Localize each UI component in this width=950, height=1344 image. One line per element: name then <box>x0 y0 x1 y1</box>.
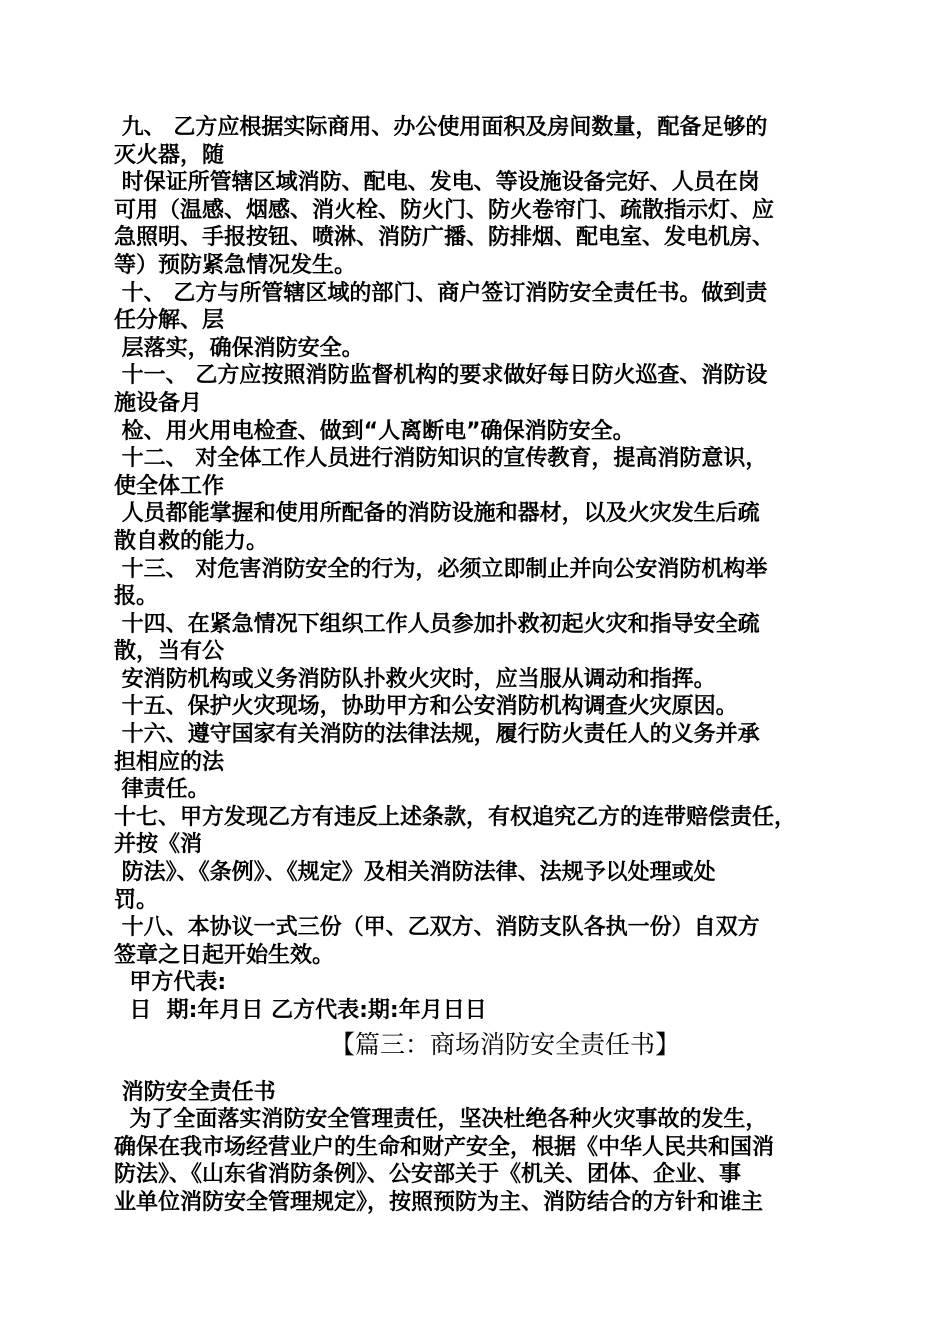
text-line: 十六、遵守国家有关消防的法律法规，履行防火责任人的义务并承 <box>114 722 760 748</box>
text-line: 甲方代表: <box>114 970 227 996</box>
section-heading: 【篇三：商场消防安全责任书】 <box>329 1029 680 1059</box>
text-line: 十一、 乙方应按照消防监督机构的要求做好每日防火巡查、消防设 <box>114 363 768 389</box>
document-body <box>114 114 844 1217</box>
text-line: 等）预防紧急情况发生。 <box>114 252 357 278</box>
text-line: 十七、甲方发现乙方有违反上述条款，有权追究乙方的连带赔偿责任， <box>114 804 797 830</box>
text-line: 十、 乙方与所管辖区域的部门、商户签订消防安全责任书。做到责 <box>114 280 768 306</box>
text-line: 十三、 对危害消防安全的行为，必须立即制止并向公安消防机构举 <box>114 556 768 582</box>
text-line: 十八、本协议一式三份（甲、乙双方、消防支队各执一份）自双方 <box>114 915 760 941</box>
text-line: 为了全面落实消防安全管理责任，坚决杜绝各种火灾事故的发生， <box>114 1107 768 1133</box>
text-line: 层落实，确保消防安全。 <box>114 335 364 361</box>
text-line: 防法》、《山东省消防条例》、公安部关于《机关、团体、企业、事 <box>114 1162 742 1188</box>
mall-fire-safety-intro <box>114 1079 844 1217</box>
text-line: 急照明、手报按钮、喷淋、消防广播、防排烟、配电室、发电机房、 <box>114 225 775 251</box>
text-line: 人员都能掌握和使用所配备的消防设施和器材，以及火灾发生后疏 <box>114 501 760 527</box>
text-line: 时保证所管辖区域消防、配电、发电、等设施设备完好、人员在岗 <box>114 170 760 196</box>
text-line: 散自救的能力。 <box>114 528 269 554</box>
text-line: 检、用火用电检查、做到“人离断电”确保消防安全。 <box>114 418 635 444</box>
text-line: 消防安全责任书 <box>114 1079 276 1105</box>
section-gap <box>114 1065 844 1079</box>
text-line: 日 期:年月日 乙方代表:期:年月日日 <box>114 998 487 1023</box>
text-line: 安消防机构或义务消防队扑救火灾时，应当服从调动和指挥。 <box>114 666 716 692</box>
text-line: 报。 <box>114 584 159 610</box>
text-line: 十四、在紧急情况下组织工作人员参加扑救初起火灾和指导安全疏 <box>114 611 760 637</box>
text-line: 任分解、层 <box>114 308 225 334</box>
text-line: 可用（温感、烟感、消火栓、防火门、防火卷帘门、疏散指示灯、应 <box>114 197 775 223</box>
text-line: 防法》、《条例》、《规定》及相关消防法律、法规予以处理或处 <box>114 860 716 886</box>
text-line: 签章之日起开始生效。 <box>114 942 335 968</box>
text-line: 业单位消防安全管理规定》，按照预防为主、消防结合的方针和谁主 <box>114 1189 764 1215</box>
text-line: 担相应的法 <box>114 749 225 775</box>
text-line: 十五、保护火灾现场，协助甲方和公安消防机构调查火灾原因。 <box>114 694 738 720</box>
text-line: 灭火器，随 <box>114 142 225 168</box>
text-line: 九、 乙方应根据实际商用、办公使用面积及房间数量，配备足够的 <box>114 115 768 140</box>
responsibility-clauses <box>114 114 844 1025</box>
text-line: 使全体工作 <box>114 473 225 499</box>
text-line: 确保在我市场经营业户的生命和财产安全，根据《中华人民共和国消 <box>114 1134 775 1160</box>
text-line: 律责任。 <box>114 777 210 803</box>
text-line: 散，当有公 <box>114 639 225 665</box>
text-line: 并按《消 <box>114 832 203 858</box>
text-line: 十二、 对全体工作人员进行消防知识的宣传教育，提高消防意识， <box>114 446 768 472</box>
text-line: 罚。 <box>114 887 159 913</box>
text-line: 施设备月 <box>114 390 203 416</box>
